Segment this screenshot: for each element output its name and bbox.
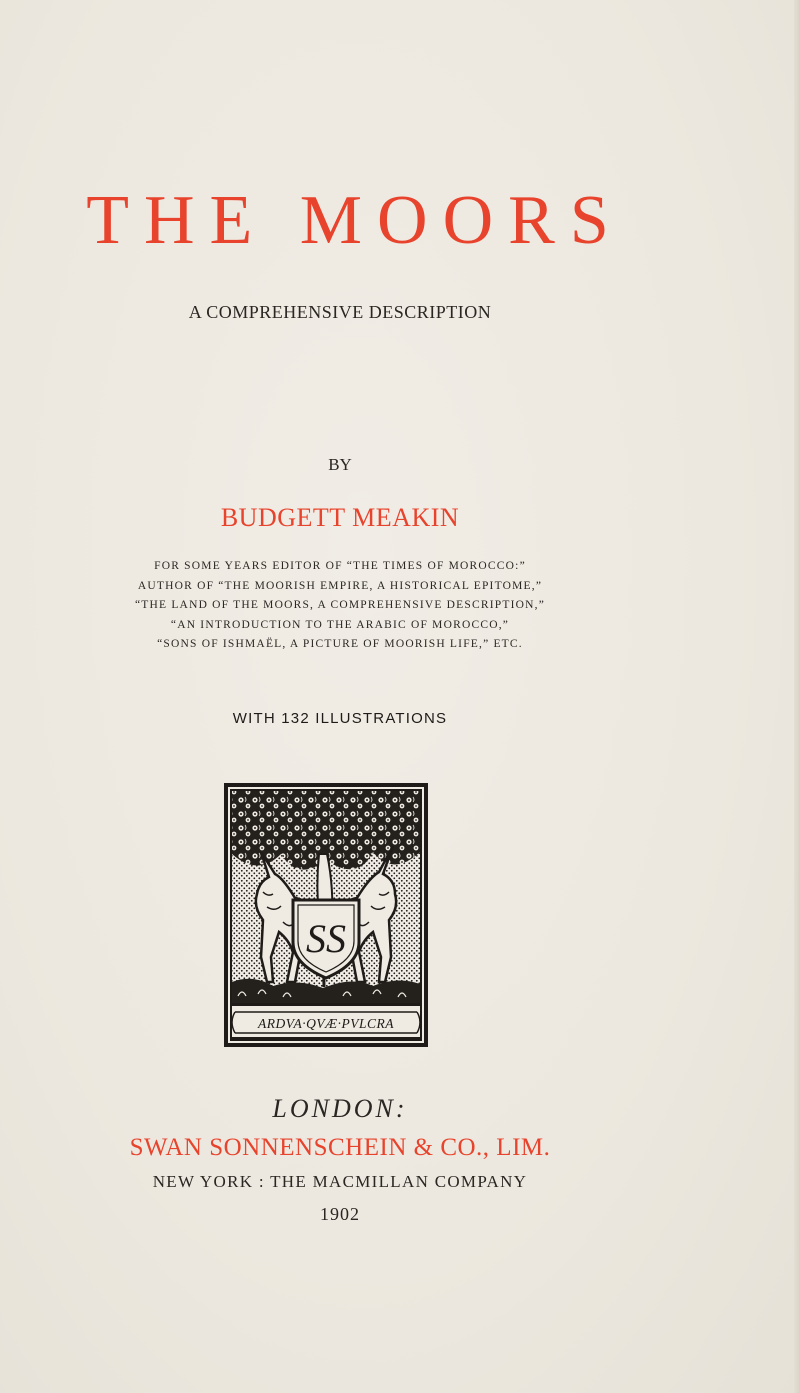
credit-line: AUTHOR OF “THE MOORISH EMPIRE, A HISTORICAL EPITOME,” bbox=[137, 579, 543, 592]
credit-line: “SONS OF ISHMAËL, A PICTURE OF MOORISH LIFE,” ETC. bbox=[157, 638, 523, 650]
publisher-name: SWAN SONNENSCHEIN & CO., LIM. bbox=[129, 1134, 551, 1161]
imprint-city: LONDON: bbox=[272, 1094, 408, 1123]
page-edge bbox=[794, 0, 800, 1393]
credit-line: “AN INTRODUCTION TO THE ARABIC OF MOROCCO,” bbox=[170, 618, 510, 631]
author-name: BUDGETT MEAKIN bbox=[220, 503, 460, 532]
by-line: BY bbox=[328, 455, 352, 474]
credit-line: FOR SOME YEARS EDITOR OF “THE TIMES OF MOROCCO:” bbox=[154, 560, 526, 572]
book-subtitle: A COMPREHENSIVE DESCRIPTION bbox=[188, 302, 492, 322]
author-credits bbox=[0, 557, 680, 655]
credit-line: “THE LAND OF THE MOORS, A COMPREHENSIVE DESCRIPTION,” bbox=[135, 599, 545, 611]
illustrations-note: WITH 132 ILLUSTRATIONS bbox=[232, 710, 448, 727]
publication-year: 1902 bbox=[320, 1204, 360, 1224]
publisher-device-icon bbox=[223, 782, 429, 1048]
device-motto: ARDVA·QVÆ·PVLCRA bbox=[258, 1016, 394, 1031]
device-monogram: SS bbox=[306, 916, 346, 961]
book-title: THE MOORS bbox=[86, 182, 624, 259]
publisher-new-york: NEW YORK : THE MACMILLAN COMPANY bbox=[152, 1172, 528, 1191]
